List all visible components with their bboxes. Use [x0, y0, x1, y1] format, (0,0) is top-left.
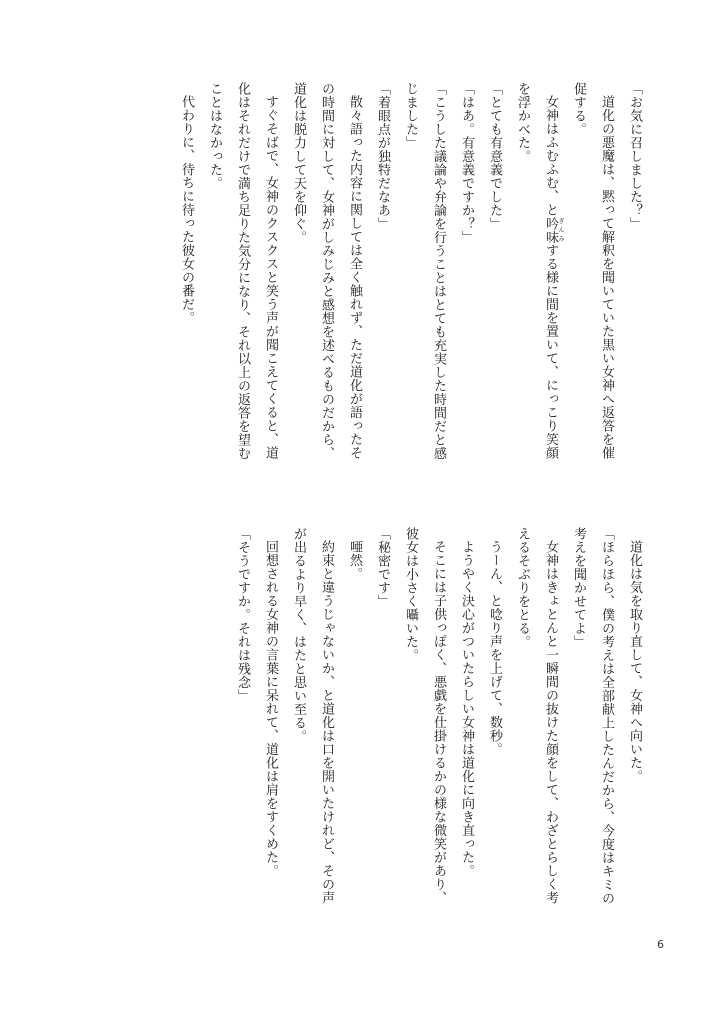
text-line: えるそぶりをとる。: [515, 527, 530, 649]
text-line: うーん、と唸り声を上げて、数秒。: [487, 540, 502, 756]
ruby-reading: ぎんみ: [557, 216, 564, 244]
text-line: すぐそばで、女神のクスクスと笑う声が聞こえてくると、道: [263, 95, 278, 460]
text-line: 「お気に召しました？」: [627, 82, 642, 231]
text-line: を浮かべた。: [515, 82, 530, 163]
text-line: 道化は脱力して天を仰ぐ。: [291, 82, 306, 244]
text-line: ことはなかった。: [207, 82, 222, 190]
text-line: 「はあ。有意義ですか？」: [459, 82, 474, 244]
text-line: 「とても有意義でした」: [487, 82, 502, 231]
text-line: 「ほらほら、僕の考えは全部献上したんだから、今度はキミの: [599, 527, 614, 905]
ruby-annotation: [543, 216, 564, 244]
text-line: 彼女は小さく囁いた。: [403, 527, 418, 662]
text-line: 促する。: [571, 82, 586, 136]
text-fragment: する様に間を置いて、にっこり笑顔: [543, 243, 558, 460]
text-line: 「そうですか。それは残念」: [235, 527, 250, 703]
text-line: 代わりに、待ちに待った彼女の番だ。: [179, 95, 194, 325]
text-line: 唖然。: [347, 540, 362, 581]
ruby-base: 吟味: [543, 216, 558, 244]
text-line: じました」: [403, 82, 418, 150]
text-line: 道化の悪魔は、黙って解釈を聞いていた黒い女神へ返答を催: [599, 95, 614, 460]
text-line: 「着眼点が独特だなあ」: [375, 82, 390, 231]
text-line: 道化は気を取り直して、女神へ向いた。: [627, 540, 642, 783]
text-line: 考えを聞かせてよ」: [571, 527, 586, 649]
text-line: 約束と違うじゃないか、と道化は口を開いたけれど、その声: [319, 540, 334, 905]
text-line: 女神はきょとんと一瞬間の抜けた顔をして、わざとらしく考: [543, 540, 558, 905]
text-line: の時間に対して、女神がしみじみと感想を述べるものだから、: [319, 82, 334, 460]
text-line-with-ruby: [536, 82, 564, 502]
lower-text-column: [88, 527, 648, 917]
text-line: そこには子供っぽく、悪戯を仕掛けるかの様な微笑があり、: [431, 540, 446, 905]
page-number: 6: [657, 938, 664, 951]
upper-text-column: [88, 82, 648, 502]
text-line: 「秘密です」: [375, 527, 390, 608]
text-line: 回想される女神の言葉に呆れて、道化は肩をすくめた。: [263, 540, 278, 878]
text-line: 「こうした議論や弁論を行うことはとても充実した時間だと感: [431, 82, 446, 460]
text-line: ようやく決心がついたらしい女神は道化に向き直った。: [459, 540, 474, 878]
text-line: が出るより早く、はたと思い至る。: [291, 527, 306, 743]
text-line: 化はそれだけで満ち足りた気分になり、それ以上の返答を望む: [235, 82, 250, 460]
text-line: 散々語った内容に関しては全く触れず、ただ道化が語ったそ: [347, 95, 362, 460]
text-fragment: 女神はふむふむ、と: [543, 95, 558, 217]
